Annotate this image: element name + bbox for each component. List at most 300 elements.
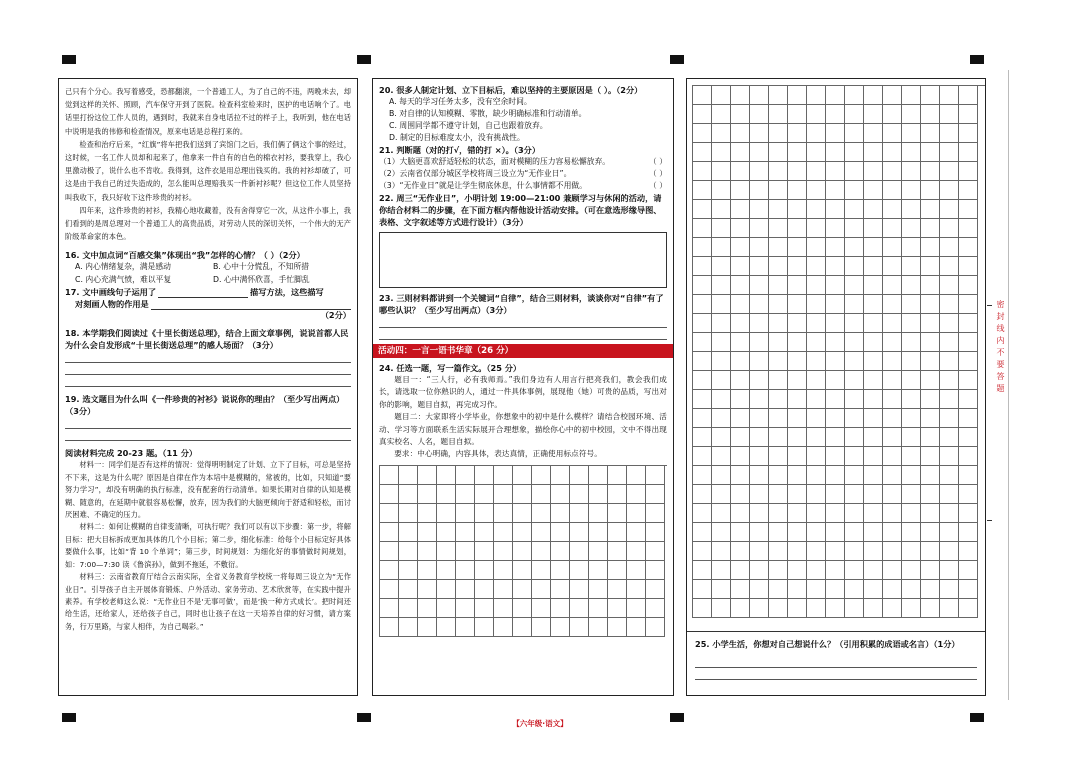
grid-cell[interactable]: [750, 447, 769, 466]
grid-cell[interactable]: [731, 542, 750, 561]
grid-cell[interactable]: [731, 238, 750, 257]
grid-cell[interactable]: [940, 485, 959, 504]
grid-cell[interactable]: [731, 428, 750, 447]
grid-cell[interactable]: [646, 542, 665, 561]
grid-cell[interactable]: [731, 162, 750, 181]
grid-cell[interactable]: [731, 181, 750, 200]
grid-cell[interactable]: [418, 523, 437, 542]
grid-cell[interactable]: [693, 105, 712, 124]
grid-cell[interactable]: [769, 428, 788, 447]
grid-cell[interactable]: [693, 314, 712, 333]
grid-cell[interactable]: [788, 143, 807, 162]
grid-cell[interactable]: [769, 238, 788, 257]
grid-cell[interactable]: [608, 485, 627, 504]
grid-cell[interactable]: [589, 523, 608, 542]
grid-cell[interactable]: [570, 542, 589, 561]
grid-cell[interactable]: [532, 466, 551, 485]
grid-cell[interactable]: [845, 124, 864, 143]
grid-cell[interactable]: [845, 295, 864, 314]
grid-cell[interactable]: [608, 599, 627, 618]
grid-cell[interactable]: [750, 105, 769, 124]
writing-grid[interactable]: [379, 465, 667, 637]
grid-cell[interactable]: [494, 523, 513, 542]
grid-cell[interactable]: [902, 599, 921, 618]
grid-cell[interactable]: [712, 314, 731, 333]
grid-cell[interactable]: [769, 561, 788, 580]
grid-cell[interactable]: [940, 390, 959, 409]
grid-cell[interactable]: [921, 181, 940, 200]
grid-cell[interactable]: [807, 276, 826, 295]
grid-cell[interactable]: [693, 124, 712, 143]
grid-cell[interactable]: [437, 542, 456, 561]
grid-cell[interactable]: [769, 86, 788, 105]
grid-cell[interactable]: [921, 257, 940, 276]
grid-cell[interactable]: [418, 561, 437, 580]
grid-cell[interactable]: [883, 371, 902, 390]
grid-cell[interactable]: [921, 86, 940, 105]
grid-cell[interactable]: [921, 580, 940, 599]
grid-cell[interactable]: [712, 523, 731, 542]
grid-cell[interactable]: [845, 181, 864, 200]
grid-cell[interactable]: [902, 238, 921, 257]
grid-cell[interactable]: [883, 447, 902, 466]
grid-cell[interactable]: [693, 466, 712, 485]
grid-cell[interactable]: [475, 561, 494, 580]
grid-cell[interactable]: [693, 371, 712, 390]
grid-cell[interactable]: [456, 561, 475, 580]
grid-cell[interactable]: [788, 371, 807, 390]
grid-cell[interactable]: [693, 143, 712, 162]
grid-cell[interactable]: [921, 390, 940, 409]
grid-cell[interactable]: [921, 143, 940, 162]
grid-cell[interactable]: [864, 542, 883, 561]
grid-cell[interactable]: [826, 143, 845, 162]
grid-cell[interactable]: [712, 390, 731, 409]
option-b[interactable]: B. 心中十分慌乱，不知所措: [213, 262, 310, 272]
grid-cell[interactable]: [959, 162, 978, 181]
grid-cell[interactable]: [845, 504, 864, 523]
grid-cell[interactable]: [693, 295, 712, 314]
grid-cell[interactable]: [788, 105, 807, 124]
grid-cell[interactable]: [845, 580, 864, 599]
grid-cell[interactable]: [788, 561, 807, 580]
grid-cell[interactable]: [437, 561, 456, 580]
grid-cell[interactable]: [750, 390, 769, 409]
grid-cell[interactable]: [750, 561, 769, 580]
grid-cell[interactable]: [940, 409, 959, 428]
grid-cell[interactable]: [959, 105, 978, 124]
grid-cell[interactable]: [940, 466, 959, 485]
grid-cell[interactable]: [769, 295, 788, 314]
grid-cell[interactable]: [959, 485, 978, 504]
grid-cell[interactable]: [731, 257, 750, 276]
grid-cell[interactable]: [551, 618, 570, 637]
grid-cell[interactable]: [731, 86, 750, 105]
grid-cell[interactable]: [788, 428, 807, 447]
grid-cell[interactable]: [731, 333, 750, 352]
grid-cell[interactable]: [788, 314, 807, 333]
grid-cell[interactable]: [864, 181, 883, 200]
grid-cell[interactable]: [883, 257, 902, 276]
grid-cell[interactable]: [456, 580, 475, 599]
grid-cell[interactable]: [769, 390, 788, 409]
grid-cell[interactable]: [769, 447, 788, 466]
grid-cell[interactable]: [608, 504, 627, 523]
grid-cell[interactable]: [883, 599, 902, 618]
grid-cell[interactable]: [608, 580, 627, 599]
grid-cell[interactable]: [570, 485, 589, 504]
grid-cell[interactable]: [864, 143, 883, 162]
grid-cell[interactable]: [693, 580, 712, 599]
grid-cell[interactable]: [826, 409, 845, 428]
grid-cell[interactable]: [902, 200, 921, 219]
grid-cell[interactable]: [883, 352, 902, 371]
grid-cell[interactable]: [788, 181, 807, 200]
grid-cell[interactable]: [513, 485, 532, 504]
grid-cell[interactable]: [456, 599, 475, 618]
grid-cell[interactable]: [788, 200, 807, 219]
grid-cell[interactable]: [750, 181, 769, 200]
grid-cell[interactable]: [826, 390, 845, 409]
grid-cell[interactable]: [693, 86, 712, 105]
grid-cell[interactable]: [693, 428, 712, 447]
grid-cell[interactable]: [845, 257, 864, 276]
answer-line[interactable]: [379, 316, 667, 328]
grid-cell[interactable]: [826, 105, 845, 124]
grid-cell[interactable]: [940, 371, 959, 390]
grid-cell[interactable]: [731, 219, 750, 238]
grid-cell[interactable]: [921, 219, 940, 238]
grid-cell[interactable]: [712, 276, 731, 295]
grid-cell[interactable]: [494, 485, 513, 504]
grid-cell[interactable]: [380, 599, 399, 618]
grid-cell[interactable]: [712, 447, 731, 466]
grid-cell[interactable]: [693, 523, 712, 542]
grid-cell[interactable]: [883, 504, 902, 523]
grid-cell[interactable]: [959, 466, 978, 485]
grid-cell[interactable]: [570, 523, 589, 542]
grid-cell[interactable]: [769, 143, 788, 162]
grid-cell[interactable]: [418, 504, 437, 523]
grid-cell[interactable]: [959, 409, 978, 428]
grid-cell[interactable]: [788, 124, 807, 143]
grid-cell[interactable]: [693, 200, 712, 219]
grid-cell[interactable]: [959, 219, 978, 238]
grid-cell[interactable]: [902, 105, 921, 124]
grid-cell[interactable]: [845, 276, 864, 295]
grid-cell[interactable]: [750, 599, 769, 618]
grid-cell[interactable]: [456, 523, 475, 542]
grid-cell[interactable]: [921, 542, 940, 561]
grid-cell[interactable]: [513, 466, 532, 485]
grid-cell[interactable]: [959, 124, 978, 143]
grid-cell[interactable]: [589, 599, 608, 618]
grid-cell[interactable]: [513, 599, 532, 618]
grid-cell[interactable]: [551, 542, 570, 561]
answer-line[interactable]: [65, 417, 351, 429]
grid-cell[interactable]: [788, 466, 807, 485]
grid-cell[interactable]: [570, 561, 589, 580]
grid-cell[interactable]: [826, 485, 845, 504]
grid-cell[interactable]: [826, 561, 845, 580]
answer-line[interactable]: [379, 328, 667, 340]
grid-cell[interactable]: [902, 257, 921, 276]
grid-cell[interactable]: [864, 504, 883, 523]
grid-cell[interactable]: [845, 105, 864, 124]
grid-cell[interactable]: [589, 504, 608, 523]
grid-cell[interactable]: [807, 314, 826, 333]
grid-cell[interactable]: [807, 352, 826, 371]
grid-cell[interactable]: [731, 599, 750, 618]
grid-cell[interactable]: [864, 162, 883, 181]
grid-cell[interactable]: [712, 352, 731, 371]
grid-cell[interactable]: [475, 466, 494, 485]
grid-cell[interactable]: [769, 124, 788, 143]
grid-cell[interactable]: [826, 447, 845, 466]
grid-cell[interactable]: [589, 485, 608, 504]
grid-cell[interactable]: [807, 162, 826, 181]
grid-cell[interactable]: [380, 504, 399, 523]
writing-grid[interactable]: [692, 85, 985, 618]
grid-cell[interactable]: [845, 542, 864, 561]
grid-cell[interactable]: [475, 599, 494, 618]
grid-cell[interactable]: [712, 542, 731, 561]
grid-cell[interactable]: [959, 561, 978, 580]
grid-cell[interactable]: [646, 599, 665, 618]
grid-cell[interactable]: [959, 580, 978, 599]
grid-cell[interactable]: [864, 409, 883, 428]
grid-cell[interactable]: [437, 580, 456, 599]
grid-cell[interactable]: [921, 485, 940, 504]
grid-cell[interactable]: [513, 542, 532, 561]
grid-cell[interactable]: [399, 618, 418, 637]
grid-cell[interactable]: [940, 333, 959, 352]
grid-cell[interactable]: [494, 504, 513, 523]
grid-cell[interactable]: [902, 162, 921, 181]
grid-cell[interactable]: [399, 580, 418, 599]
grid-cell[interactable]: [788, 352, 807, 371]
grid-cell[interactable]: [731, 124, 750, 143]
grid-cell[interactable]: [769, 276, 788, 295]
grid-cell[interactable]: [750, 371, 769, 390]
grid-cell[interactable]: [475, 618, 494, 637]
grid-cell[interactable]: [418, 580, 437, 599]
grid-cell[interactable]: [807, 238, 826, 257]
grid-cell[interactable]: [807, 333, 826, 352]
grid-cell[interactable]: [475, 542, 494, 561]
grid-cell[interactable]: [418, 542, 437, 561]
grid-cell[interactable]: [845, 523, 864, 542]
grid-cell[interactable]: [712, 295, 731, 314]
grid-cell[interactable]: [807, 143, 826, 162]
grid-cell[interactable]: [940, 561, 959, 580]
grid-cell[interactable]: [826, 599, 845, 618]
grid-cell[interactable]: [513, 561, 532, 580]
grid-cell[interactable]: [826, 314, 845, 333]
grid-cell[interactable]: [940, 276, 959, 295]
grid-cell[interactable]: [769, 105, 788, 124]
grid-cell[interactable]: [589, 466, 608, 485]
grid-cell[interactable]: [551, 599, 570, 618]
grid-cell[interactable]: [807, 219, 826, 238]
grid-cell[interactable]: [551, 485, 570, 504]
grid-cell[interactable]: [921, 599, 940, 618]
grid-cell[interactable]: [608, 618, 627, 637]
grid-cell[interactable]: [921, 333, 940, 352]
grid-cell[interactable]: [399, 466, 418, 485]
grid-cell[interactable]: [769, 219, 788, 238]
grid-cell[interactable]: [940, 143, 959, 162]
grid-cell[interactable]: [807, 504, 826, 523]
grid-cell[interactable]: [551, 466, 570, 485]
grid-cell[interactable]: [902, 314, 921, 333]
grid-cell[interactable]: [845, 219, 864, 238]
grid-cell[interactable]: [750, 428, 769, 447]
grid-cell[interactable]: [788, 162, 807, 181]
grid-cell[interactable]: [513, 504, 532, 523]
grid-cell[interactable]: [807, 428, 826, 447]
grid-cell[interactable]: [646, 485, 665, 504]
grid-cell[interactable]: [845, 314, 864, 333]
grid-cell[interactable]: [589, 580, 608, 599]
grid-cell[interactable]: [807, 485, 826, 504]
grid-cell[interactable]: [532, 561, 551, 580]
answer-line[interactable]: [65, 363, 351, 375]
grid-cell[interactable]: [864, 314, 883, 333]
grid-cell[interactable]: [731, 390, 750, 409]
grid-cell[interactable]: [750, 580, 769, 599]
grid-cell[interactable]: [864, 352, 883, 371]
grid-cell[interactable]: [807, 542, 826, 561]
grid-cell[interactable]: [456, 466, 475, 485]
grid-cell[interactable]: [437, 466, 456, 485]
grid-cell[interactable]: [921, 124, 940, 143]
grid-cell[interactable]: [750, 219, 769, 238]
grid-cell[interactable]: [712, 409, 731, 428]
grid-cell[interactable]: [769, 599, 788, 618]
grid-cell[interactable]: [750, 162, 769, 181]
grid-cell[interactable]: [883, 466, 902, 485]
grid-cell[interactable]: [532, 485, 551, 504]
option-a[interactable]: A. 内心情绪复杂，满是感动: [75, 262, 171, 272]
grid-cell[interactable]: [921, 352, 940, 371]
grid-cell[interactable]: [826, 124, 845, 143]
grid-cell[interactable]: [807, 523, 826, 542]
grid-cell[interactable]: [380, 523, 399, 542]
grid-cell[interactable]: [921, 504, 940, 523]
grid-cell[interactable]: [940, 523, 959, 542]
grid-cell[interactable]: [902, 485, 921, 504]
grid-cell[interactable]: [807, 86, 826, 105]
grid-cell[interactable]: [731, 504, 750, 523]
grid-cell[interactable]: [807, 599, 826, 618]
grid-cell[interactable]: [750, 86, 769, 105]
grid-cell[interactable]: [845, 238, 864, 257]
grid-cell[interactable]: [532, 504, 551, 523]
grid-cell[interactable]: [864, 105, 883, 124]
grid-cell[interactable]: [807, 257, 826, 276]
grid-cell[interactable]: [902, 181, 921, 200]
grid-cell[interactable]: [902, 466, 921, 485]
grid-cell[interactable]: [627, 523, 646, 542]
grid-cell[interactable]: [693, 257, 712, 276]
grid-cell[interactable]: [750, 504, 769, 523]
grid-cell[interactable]: [940, 580, 959, 599]
grid-cell[interactable]: [712, 504, 731, 523]
grid-cell[interactable]: [826, 371, 845, 390]
grid-cell[interactable]: [826, 238, 845, 257]
grid-cell[interactable]: [788, 219, 807, 238]
grid-cell[interactable]: [864, 485, 883, 504]
grid-cell[interactable]: [883, 561, 902, 580]
grid-cell[interactable]: [883, 295, 902, 314]
grid-cell[interactable]: [921, 314, 940, 333]
grid-cell[interactable]: [826, 352, 845, 371]
grid-cell[interactable]: [940, 352, 959, 371]
grid-cell[interactable]: [902, 409, 921, 428]
grid-cell[interactable]: [788, 276, 807, 295]
grid-cell[interactable]: [570, 618, 589, 637]
grid-cell[interactable]: [902, 390, 921, 409]
grid-cell[interactable]: [902, 580, 921, 599]
grid-cell[interactable]: [712, 162, 731, 181]
grid-cell[interactable]: [845, 333, 864, 352]
grid-cell[interactable]: [646, 580, 665, 599]
grid-cell[interactable]: [864, 371, 883, 390]
grid-cell[interactable]: [902, 542, 921, 561]
grid-cell[interactable]: [826, 181, 845, 200]
grid-cell[interactable]: [399, 485, 418, 504]
grid-cell[interactable]: [883, 390, 902, 409]
grid-cell[interactable]: [902, 86, 921, 105]
grid-cell[interactable]: [712, 561, 731, 580]
grid-cell[interactable]: [940, 295, 959, 314]
grid-cell[interactable]: [921, 466, 940, 485]
grid-cell[interactable]: [864, 390, 883, 409]
grid-cell[interactable]: [826, 257, 845, 276]
grid-cell[interactable]: [731, 105, 750, 124]
grid-cell[interactable]: [788, 238, 807, 257]
grid-cell[interactable]: [883, 409, 902, 428]
grid-cell[interactable]: [750, 276, 769, 295]
answer-line[interactable]: [695, 668, 977, 680]
grid-cell[interactable]: [712, 466, 731, 485]
grid-cell[interactable]: [959, 390, 978, 409]
grid-cell[interactable]: [608, 466, 627, 485]
grid-cell[interactable]: [551, 580, 570, 599]
grid-cell[interactable]: [940, 162, 959, 181]
grid-cell[interactable]: [750, 238, 769, 257]
grid-cell[interactable]: [475, 485, 494, 504]
grid-cell[interactable]: [712, 105, 731, 124]
grid-cell[interactable]: [769, 314, 788, 333]
grid-cell[interactable]: [826, 295, 845, 314]
grid-cell[interactable]: [750, 485, 769, 504]
grid-cell[interactable]: [731, 447, 750, 466]
grid-cell[interactable]: [769, 523, 788, 542]
grid-cell[interactable]: [475, 523, 494, 542]
grid-cell[interactable]: [750, 409, 769, 428]
judge-paren[interactable]: （ ）: [648, 157, 667, 166]
grid-cell[interactable]: [902, 143, 921, 162]
grid-cell[interactable]: [437, 599, 456, 618]
answer-line[interactable]: [65, 351, 351, 363]
grid-cell[interactable]: [608, 561, 627, 580]
grid-cell[interactable]: [940, 219, 959, 238]
grid-cell[interactable]: [940, 542, 959, 561]
grid-cell[interactable]: [712, 485, 731, 504]
grid-cell[interactable]: [826, 86, 845, 105]
